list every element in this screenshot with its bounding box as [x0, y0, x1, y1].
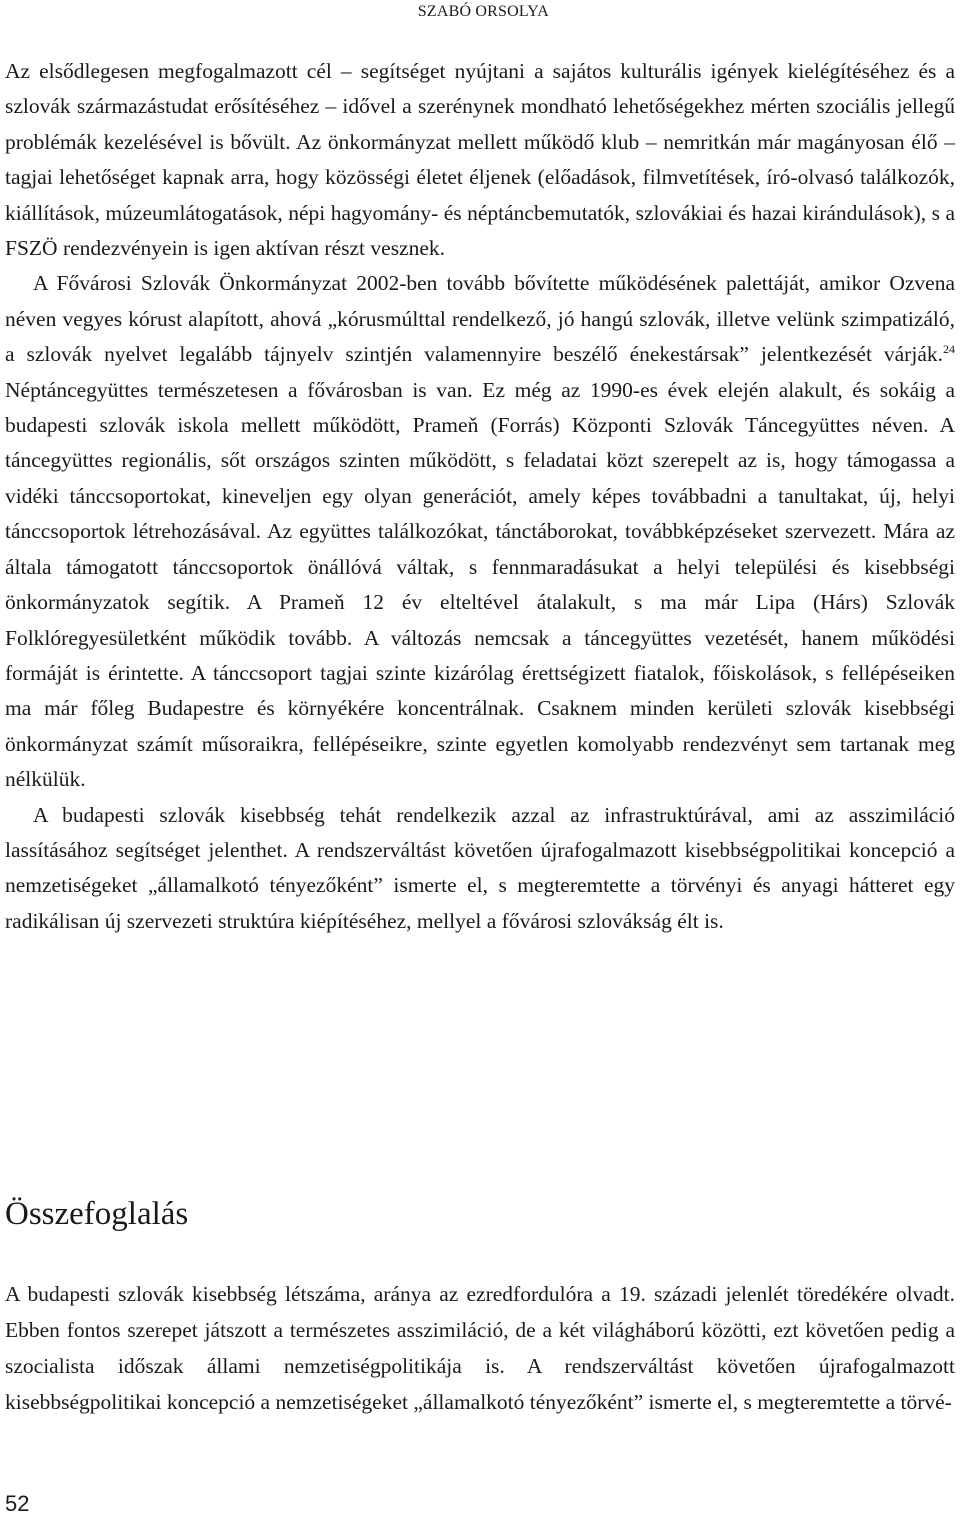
page-number: 52	[5, 1491, 30, 1516]
footnote-marker[interactable]: 24	[943, 342, 955, 357]
summary-text	[5, 1276, 955, 1420]
section-title: Összefoglalás	[5, 1196, 189, 1232]
body-text	[5, 54, 955, 939]
paragraph-2	[5, 266, 955, 797]
summary-paragraph: A budapesti szlovák kisebbség létszáma, aránya az ezredfordulóra a 19. századi jelenlét töredékére olvadt. Ebben fontos szerepet játszott a természetes asszimiláció, de a két világháború közötti, ezt követően pedig a szocialista időszak állami nemzetiségpolitikája is. A rendszerváltást követően újrafogalmazott kisebbségpolitikai koncepció a nemzetiségeket „államalkotó tényezőként” ismerte el, s megteremtette a törvé-	[5, 1282, 955, 1414]
paragraph-1: Az elsődlegesen megfogalmazott cél – segítséget nyújtani a sajátos kulturális igények kielégítéséhez és a szlovák származástudat erősítéséhez – idővel a szerénynek mondható lehetőségekhez mérten szociális jellegű problémák kezelésével is bővült. Az önkormányzat mellett működő klub – nemritkán már magányosan élő – tagjai lehetőséget kapnak arra, hogy közösségi életet éljenek (előadások, filmvetítések, író-olvasó találkozók, kiállítások, múzeumlátogatások, népi hagyomány- és néptáncbemutatók, szlovákiai és hazai kirándulások), s a FSZÖ rendezvényein is igen aktívan részt vesznek.	[5, 59, 955, 261]
running-head: SZABÓ ORSOLYA	[417, 3, 549, 20]
paragraph-2-part-a: A Fővárosi Szlovák Önkormányzat 2002-ben tovább bővítette működésének palettáját, amikor Ozvena néven vegyes kórust alapított, ahová „kórusmúlttal rendelkező, jó hangú szlovák, illetve velünk szimpatizáló, a szlovák nyelvet legalább tájnyelv szintjén valamennyire beszélő énekestársak” jelentkezését várják.	[5, 271, 955, 367]
paragraph-3: A budapesti szlovák kisebbség tehát rendelkezik azzal az infrastruktúrával, ami az asszimiláció lassításához segítséget jelenthet. A rendszerváltást követően újrafogalmazott kisebbségpolitikai koncepció a nemzetiségeket „államalkotó tényezőként” ismerte el, s megteremtette a törvényi és anyagi hátteret egy radikálisan új szervezeti struktúra kiépítéséhez, mellyel a fővárosi szlovákság élt is.	[5, 802, 955, 933]
paragraph-2-part-b: Néptáncegyüttes természetesen a fővárosban is van. Ez még az 1990-es évek elején alakult, és sokáig a budapesti szlovák iskola mellett működött, Prameň (Forrás) Központi Szlovák Táncegyüttes néven. A táncegyüttes regionális, sőt országos szinten működött, s feladatai közt szerepelt az is, hogy támogassa a vidéki tánccsoportokat, kineveljen egy olyan generációt, amely képes továbbadni a tanultakat, új, helyi tánccsoportok létrehozásával. Az együttes találkozókat, tánctáborokat, továbbképzéseket szervezett. Mára az általa támogatott tánccsoportok önállóvá váltak, s fennmaradásukat a helyi települési és kisebbségi önkormányzatok segítik. A Prameň 12 év elteltével átalakult, s ma már Lipa (Hárs) Szlovák Folklóregyesületként működik tovább. A változás nemcsak a táncegyüttes vezetését, hanem működési formáját is érintette. A tánccsoport tagjai szinte kizárólag érettségizett fiatalok, főiskolások, s fellépéseiken ma már főleg Budapestre és környékére koncentrálnak. Csaknem minden kerületi szlovák kisebbségi önkormányzat számít műsoraikra, fellépéseikre, szinte egyetlen komolyabb rendezvényt sem tartanak meg nélkülük.	[5, 377, 955, 792]
